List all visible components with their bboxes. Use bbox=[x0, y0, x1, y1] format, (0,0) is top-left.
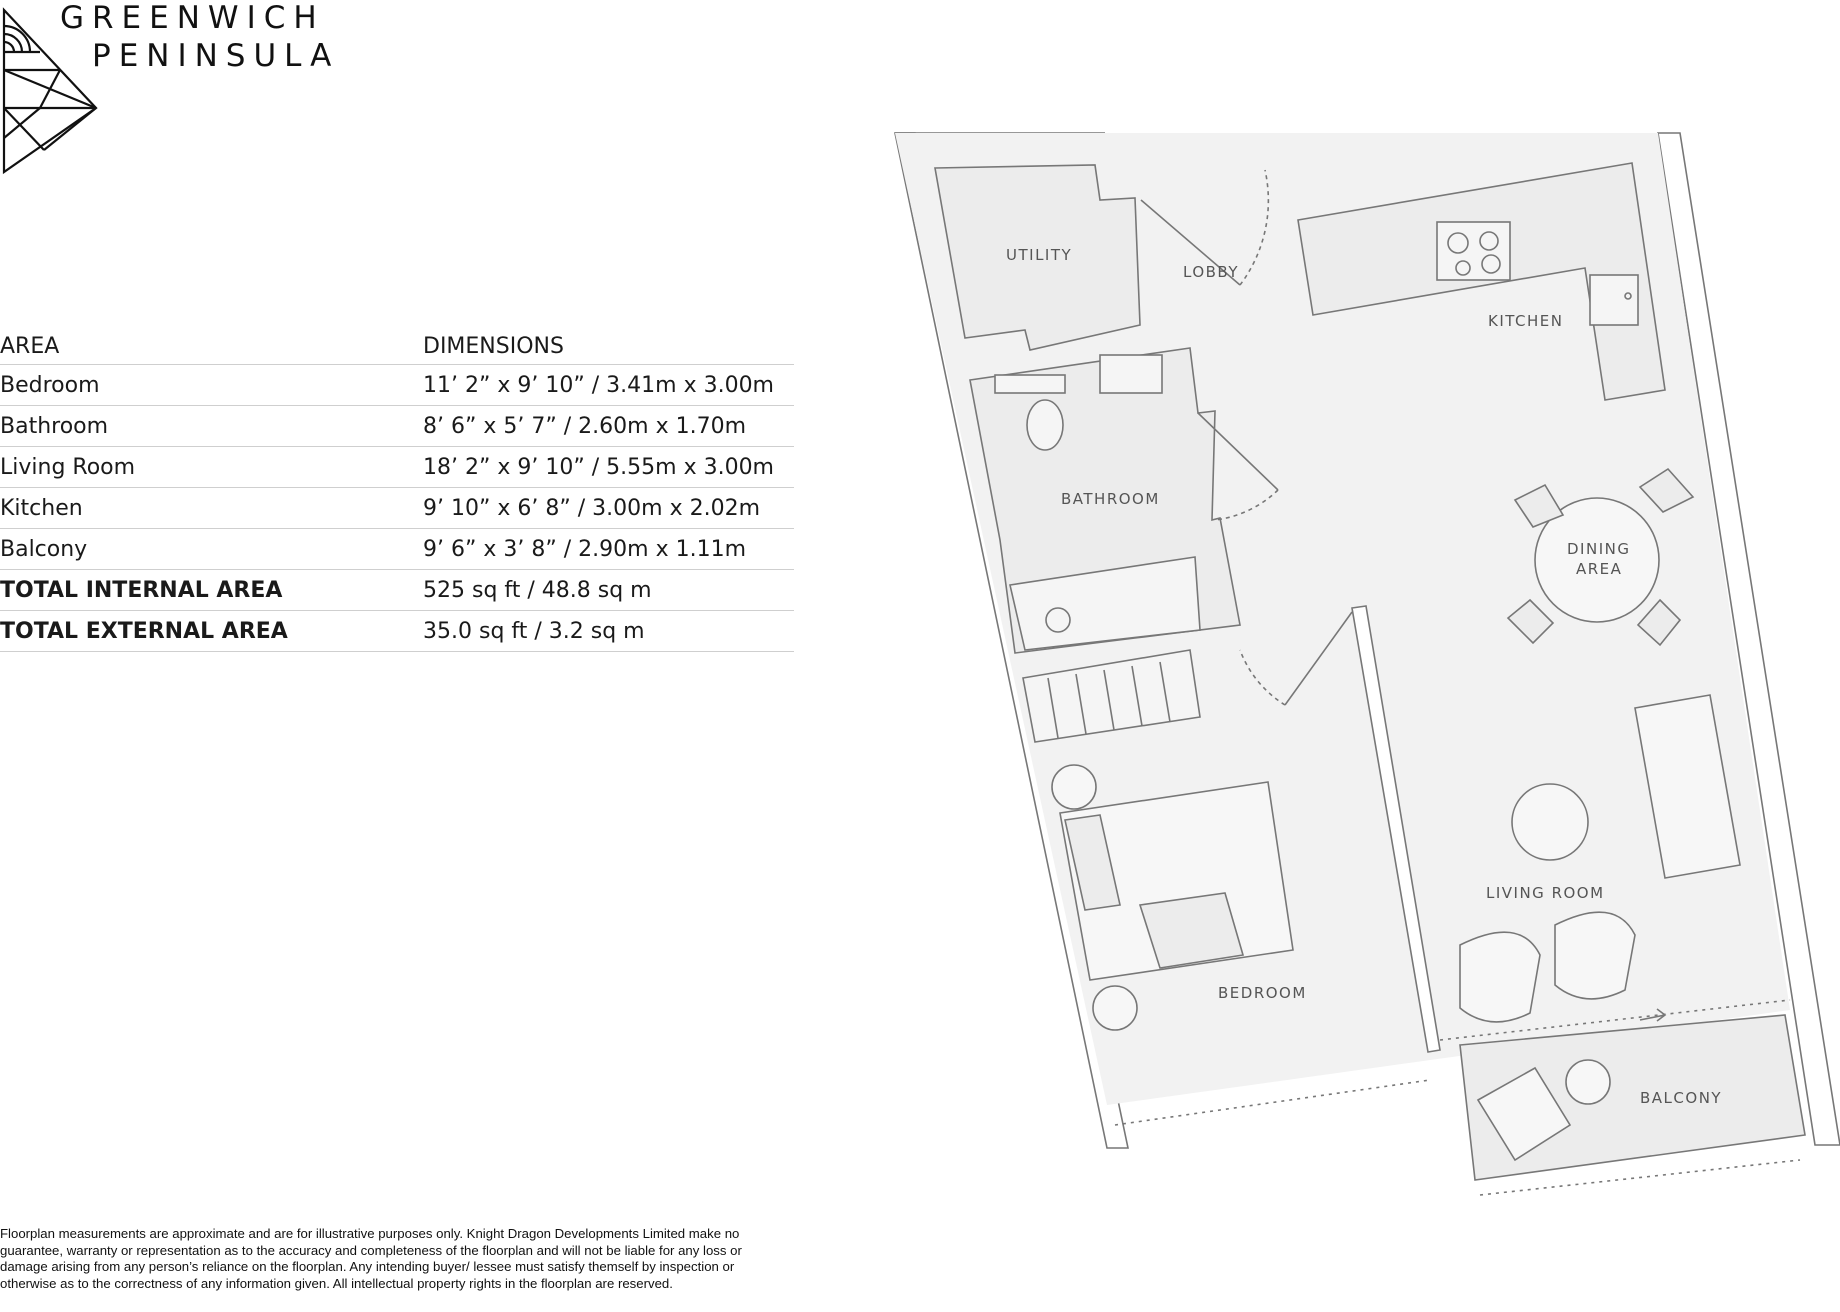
total-label: TOTAL EXTERNAL AREA bbox=[0, 611, 423, 652]
room-label-utility: UTILITY bbox=[1006, 246, 1073, 264]
total-value: 35.0 sq ft / 3.2 sq m bbox=[423, 611, 794, 652]
armchair bbox=[1460, 932, 1540, 1022]
room-name: Bedroom bbox=[0, 365, 423, 406]
kitchen-sink bbox=[1590, 275, 1638, 325]
room-name: Kitchen bbox=[0, 488, 423, 529]
basin bbox=[1100, 355, 1162, 393]
room-label-dining-line2: AREA bbox=[1576, 560, 1623, 578]
room-dimensions: 11’ 2” x 9’ 10” / 3.41m x 3.00m bbox=[423, 365, 794, 406]
balcony-table bbox=[1566, 1060, 1610, 1104]
room-dimensions: 8’ 6” x 5’ 7” / 2.60m x 1.70m bbox=[423, 406, 794, 447]
room-name: Bathroom bbox=[0, 406, 423, 447]
coffee-table bbox=[1512, 784, 1588, 860]
total-label: TOTAL INTERNAL AREA bbox=[0, 570, 423, 611]
room-label-bathroom: BATHROOM bbox=[1061, 490, 1160, 508]
room-dimensions: 18’ 2” x 9’ 10” / 5.55m x 3.00m bbox=[423, 447, 794, 488]
room-name: Living Room bbox=[0, 447, 423, 488]
room-dimensions: 9’ 10” x 6’ 8” / 3.00m x 2.02m bbox=[423, 488, 794, 529]
table-row bbox=[0, 447, 794, 488]
total-value: 525 sq ft / 48.8 sq m bbox=[423, 570, 794, 611]
room-label-kitchen: KITCHEN bbox=[1488, 312, 1564, 330]
total-row bbox=[0, 570, 794, 611]
room-label-dining-line1: DINING bbox=[1567, 540, 1631, 558]
room-label-lobby: LOBBY bbox=[1183, 263, 1240, 281]
bedside-table bbox=[1093, 986, 1137, 1030]
table-header-row bbox=[0, 328, 794, 365]
disclaimer-text: Floorplan measurements are approximate and are for illustrative purposes only. Knight Dragon Developments Limited make no guarantee, warranty or representation as to the accuracy and completeness of the floorplan and will not be liable for any loss or damage arising from any person’s reliance on the floorplan. Any intending buyer/ lessee must satisfy themself by inspection or otherwise as to the correctness of any information given. All intellectual property rights in the floorplan are reserved. bbox=[0, 1226, 742, 1291]
table-row bbox=[0, 488, 794, 529]
column-header-area: AREA bbox=[0, 328, 423, 365]
room-name: Balcony bbox=[0, 529, 423, 570]
table-row bbox=[0, 529, 794, 570]
room-label-living: LIVING ROOM bbox=[1486, 884, 1605, 902]
bathroom-shelf bbox=[995, 375, 1065, 393]
total-row bbox=[0, 611, 794, 652]
brand-name-line2: PENINSULA bbox=[92, 38, 340, 74]
area-dimensions-table bbox=[0, 328, 794, 652]
column-header-dimensions: DIMENSIONS bbox=[423, 328, 794, 365]
toilet bbox=[1027, 400, 1063, 450]
floorplan-drawing bbox=[880, 120, 1840, 1220]
armchair bbox=[1555, 912, 1635, 999]
brand-name-line1: GREENWICH bbox=[60, 0, 325, 36]
table-row bbox=[0, 365, 794, 406]
brand-logo bbox=[0, 0, 360, 180]
room-dimensions: 9’ 6” x 3’ 8” / 2.90m x 1.11m bbox=[423, 529, 794, 570]
room-label-balcony: BALCONY bbox=[1640, 1089, 1723, 1107]
room-label-bedroom: BEDROOM bbox=[1218, 984, 1307, 1002]
bedside-table bbox=[1052, 765, 1096, 809]
table-row bbox=[0, 406, 794, 447]
hob bbox=[1437, 222, 1510, 280]
